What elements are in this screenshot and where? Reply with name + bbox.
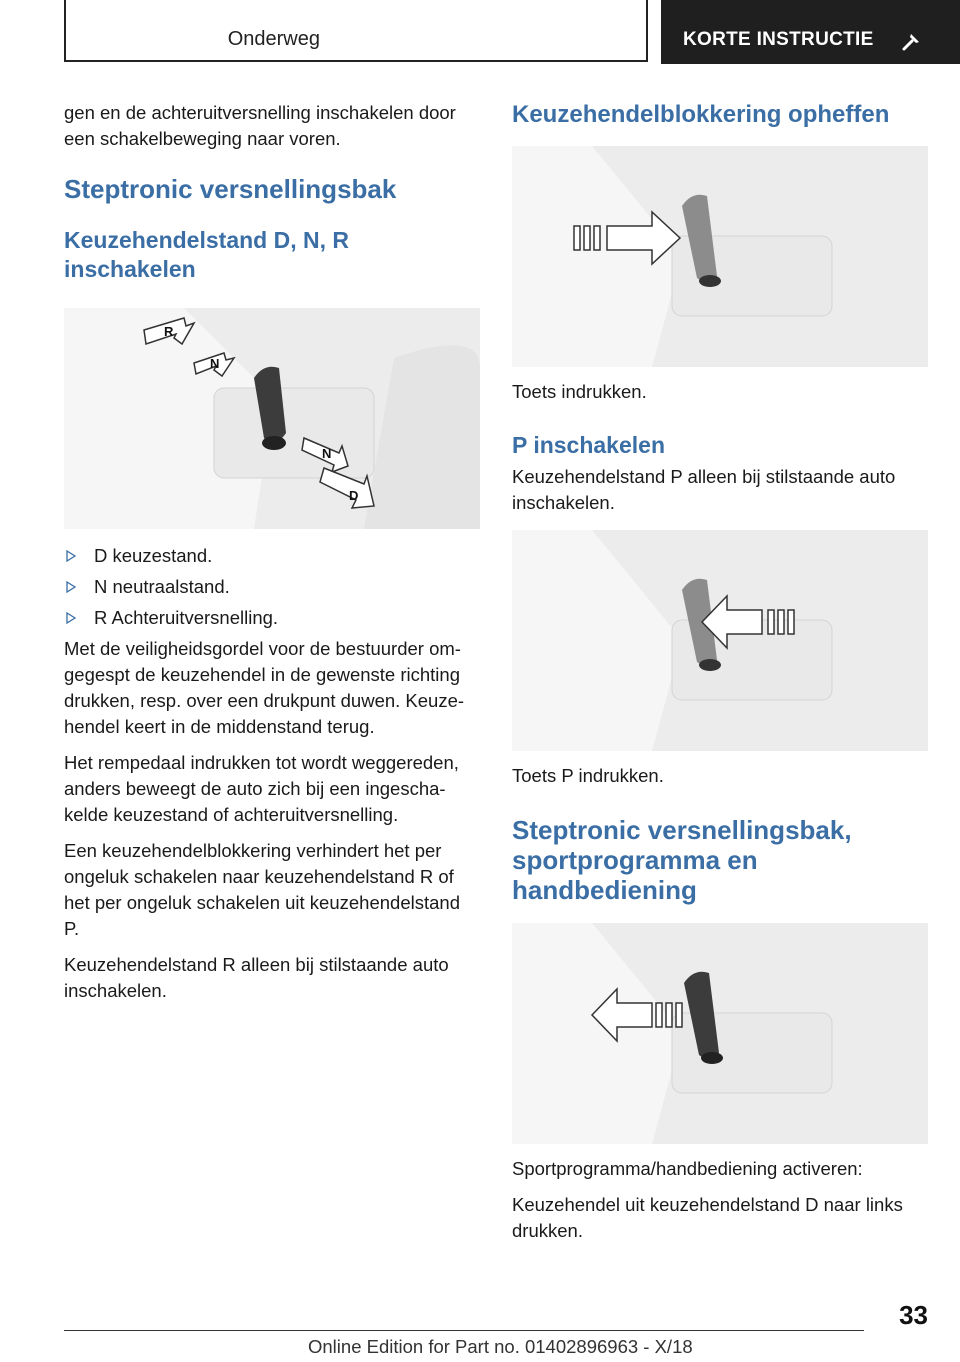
figure-sport-mode — [512, 923, 928, 1144]
left-column — [64, 100, 480, 1014]
triangle-bullet-icon — [66, 550, 76, 562]
caption-sport: Sportprogramma/handbediening activeren: — [512, 1158, 863, 1179]
section-title: Onderweg — [227, 28, 320, 50]
triangle-bullet-icon — [66, 612, 76, 624]
list-item: N neutraalstand. — [64, 574, 480, 600]
wrench-icon — [901, 30, 923, 52]
figure-unlock-button — [512, 146, 928, 367]
chapter-tab[interactable] — [661, 0, 960, 64]
paragraph-brake: Het rempedaal indrukken tot wordt weggereden, anders beweegt de auto zich bij een ingeschakelde keuzestand of achteruitversnelling. — [64, 752, 459, 825]
heading-steptronic: Steptronic versnellingsbak — [64, 174, 397, 204]
figure-gear-dnr — [64, 308, 480, 529]
subheading-dnr: Keuzehendelstand D, N, R inschakelen — [64, 227, 349, 282]
caption-p: Toets P indrukken. — [512, 765, 664, 786]
figure-label-n2: N — [322, 446, 332, 461]
triangle-bullet-icon — [66, 581, 76, 593]
paragraph-reverse: Keuzehendelstand R alleen bij stilstaande auto inschakelen. — [64, 954, 449, 1001]
footer-edition: Online Edition for Part no. 01402896963 - X/18 — [308, 1336, 693, 1357]
page-header — [0, 0, 960, 66]
figure-label-r: R — [164, 324, 174, 339]
heading-sport: Steptronic versnellingsbak, sportprogramma en handbediening — [512, 815, 852, 905]
paragraph-p: Keuzehendelstand P alleen bij stilstaande auto inschakelen. — [512, 466, 896, 513]
intro-text: gen en de achteruitversnelling inschakelen door een schakelbeweging naar voren. — [64, 102, 456, 149]
heading-p: P inschakelen — [512, 432, 665, 458]
header-section-box — [64, 0, 648, 62]
paragraph-sport: Keuzehendel uit keuzehendelstand D naar links drukken. — [512, 1194, 903, 1241]
figure-label-d: D — [349, 488, 359, 503]
figure-p-button — [512, 530, 928, 751]
list-item: R Achteruitversnelling. — [64, 605, 480, 631]
figure-label-n1: N — [210, 356, 220, 371]
heading-unlock: Keuzehendelblokkering opheffen — [512, 101, 890, 128]
paragraph-seatbelt: Met de veiligheidsgordel voor de bestuurder omgegespt de keuzehendel in de gewenste richting drukken, resp. over een drukpunt duwen. Keuzehendel keert in de middenstand terug. — [64, 638, 465, 737]
page-number: 33 — [899, 1300, 928, 1330]
gear-position-list — [64, 543, 480, 631]
paragraph-lock: Een keuzehendelblokkering verhindert het per ongeluk schakelen naar keuzehendelstand R of het per ongeluk schakelen uit keuzehendelstand P. — [64, 840, 460, 939]
footer-divider — [64, 1330, 864, 1331]
list-item: D keuzestand. — [64, 543, 480, 569]
chapter-tab-label: KORTE INSTRUCTIE — [683, 29, 874, 50]
right-column — [512, 100, 928, 1254]
caption-unlock: Toets indrukken. — [512, 381, 647, 402]
